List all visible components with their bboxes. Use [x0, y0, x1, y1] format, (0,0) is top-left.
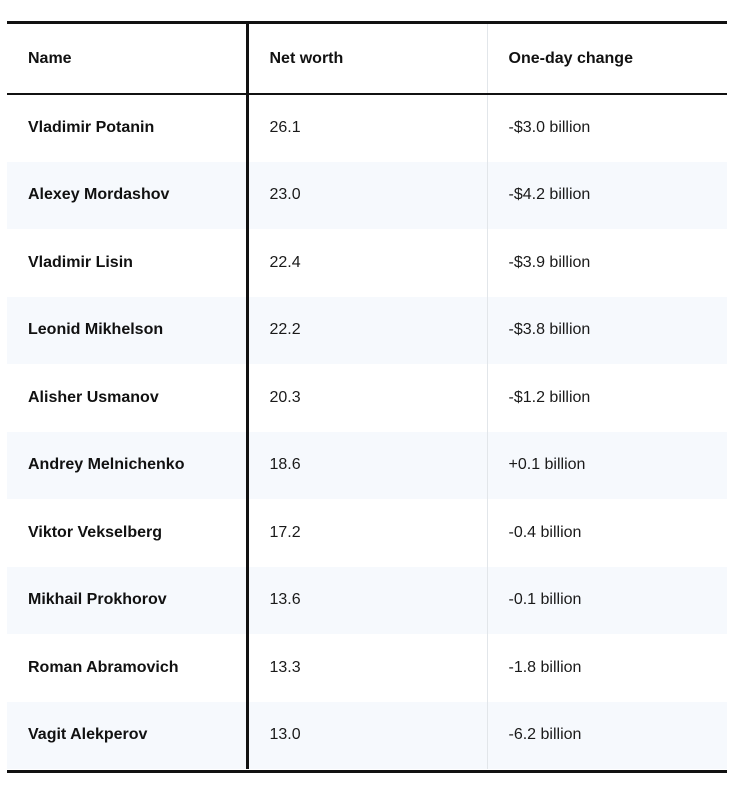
header-net-worth: Net worth	[247, 24, 487, 94]
row-change: -0.1 billion	[508, 591, 582, 609]
row-change: -$4.2 billion	[508, 186, 591, 204]
row-name: Alexey Mordashov	[7, 162, 247, 230]
table-row	[7, 432, 727, 500]
row-net-worth: 22.4	[247, 229, 487, 297]
table-body	[7, 94, 727, 769]
table-row	[7, 364, 727, 432]
table-row	[7, 297, 727, 365]
header-one-day-change: One-day change	[487, 24, 727, 94]
row-net-worth: 26.1	[247, 94, 487, 162]
row-net-worth: 18.6	[247, 432, 487, 500]
row-name: Leonid Mikhelson	[7, 297, 247, 365]
table-row	[7, 162, 727, 230]
row-net-worth: 13.3	[247, 634, 487, 702]
row-net-worth: 17.2	[247, 499, 487, 567]
table-row	[7, 702, 727, 770]
row-net-worth: 20.3	[247, 364, 487, 432]
table-row	[7, 94, 727, 162]
row-net-worth: 13.6	[247, 567, 487, 635]
row-name: Roman Abramovich	[7, 634, 247, 702]
header-name: Name	[7, 24, 247, 94]
row-name: Viktor Vekselberg	[7, 499, 247, 567]
row-name: Vagit Alekperov	[7, 702, 247, 770]
row-change: +0.1 billion	[508, 456, 586, 474]
table-row	[7, 499, 727, 567]
row-change: -0.4 billion	[508, 523, 582, 541]
table-row	[7, 634, 727, 702]
row-net-worth: 23.0	[247, 162, 487, 230]
row-change: -$3.8 billion	[508, 321, 591, 339]
table-row	[7, 567, 727, 635]
row-change: -6.2 billion	[508, 726, 582, 744]
row-name: Alisher Usmanov	[7, 364, 247, 432]
table-header	[7, 24, 727, 94]
row-change: -$3.0 billion	[508, 119, 591, 137]
net-worth-table-container	[7, 21, 727, 773]
net-worth-table	[7, 24, 727, 769]
row-net-worth: 13.0	[247, 702, 487, 770]
row-change: -$3.9 billion	[508, 253, 591, 271]
row-name: Andrey Melnichenko	[7, 432, 247, 500]
row-net-worth: 22.2	[247, 297, 487, 365]
row-change: -1.8 billion	[508, 658, 582, 676]
row-name: Vladimir Lisin	[7, 229, 247, 297]
row-name: Vladimir Potanin	[7, 94, 247, 162]
row-change: -$1.2 billion	[508, 388, 591, 406]
table-row	[7, 229, 727, 297]
row-name: Mikhail Prokhorov	[7, 567, 247, 635]
header-row	[7, 24, 727, 94]
